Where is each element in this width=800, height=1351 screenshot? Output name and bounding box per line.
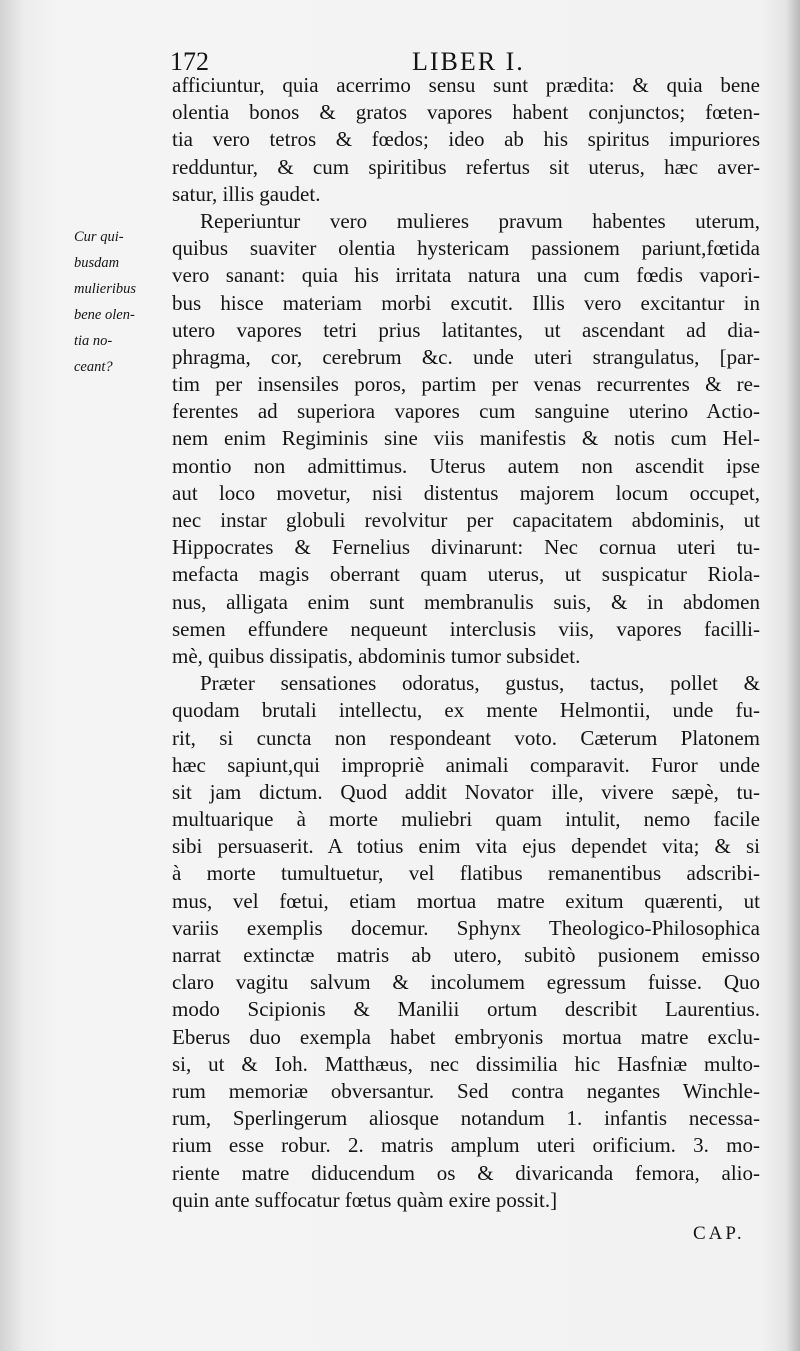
- text-line: nus, alligata enim sunt membranulis suis, & in abdomen: [172, 589, 760, 614]
- text-line: claro vagitu salvum & incolumem egressum fuisse. Quo: [172, 970, 760, 995]
- text-line: modo Scipionis & Manilii ortum describit Laurentius.: [172, 997, 760, 1022]
- text-line: Præter sensationes odoratus, gustus, tactus, pollet &: [200, 671, 760, 696]
- margin-note-line: Cur qui-: [74, 229, 124, 245]
- paragraph: [172, 670, 760, 1214]
- margin-note-line: bene olen-: [74, 307, 135, 323]
- text-line: Reperiuntur vero mulieres pravum habentes uterum,: [200, 208, 760, 233]
- text-line: redduntur, & cum spiritibus refertus sit uterus, hæc aver-: [172, 154, 760, 179]
- text-line: riente matre diducendum os & divaricanda femora, alio-: [172, 1160, 760, 1185]
- page-number: 172: [170, 47, 209, 76]
- margin-note-line: busdam: [74, 255, 120, 271]
- text-line: tim per insensiles poros, partim per venas recurrentes & re-: [172, 372, 760, 397]
- text-line: rum memoriæ obversantur. Sed contra negantes Winchle-: [172, 1078, 760, 1103]
- text-line: nec instar globuli revolvitur per capacitatem abdominis, ut: [172, 508, 760, 532]
- text-line: mè, quibus dissipatis, abdominis tumor subsidet.: [172, 643, 581, 668]
- margin-note-line: tia no-: [74, 333, 113, 349]
- text-line: si, ut & Ioh. Matthæus, nec dissimilia hic Hasfniæ multo-: [172, 1051, 760, 1076]
- text-line: hæc sapiunt,qui impropriè animali comparavit. Furor unde: [172, 752, 760, 777]
- paragraph: [172, 208, 760, 670]
- text-line: nem enim Regiminis sine viis manifestis & notis cum Hel-: [172, 426, 760, 451]
- text-line: rium esse robur. 2. matris amplum uteri orificium. 3. mo-: [172, 1133, 760, 1158]
- text-line: vero sanant: quia his irritata natura una cum fœdis vapori-: [172, 263, 760, 288]
- body-text: [172, 72, 760, 1214]
- paragraph: [172, 72, 760, 208]
- text-line: multuarique à morte muliebri quam intulit, nemo facile: [172, 807, 760, 832]
- text-line: quibus suaviter olentia hystericam passionem pariunt,fœtida: [172, 236, 760, 261]
- text-line: montio non admittimus. Uterus autem non ascendit ipse: [172, 453, 760, 478]
- margin-note-line: ceant?: [74, 359, 113, 375]
- text-line: quodam brutali intellectu, ex mente Helmontii, unde fu-: [172, 698, 760, 723]
- text-line: sit jam dictum. Quod addit Novator ille, vivere sæpè, tu-: [172, 779, 760, 804]
- text-line: Eberus duo exempla habet embryonis mortua matre exclu-: [172, 1024, 760, 1049]
- text-line: variis exemplis docemur. Sphynx Theologico-Philosophica: [172, 915, 760, 940]
- text-line: rum, Sperlingerum aliosque notandum 1. infantis necessa-: [172, 1106, 760, 1131]
- text-line: olentia bonos & gratos vapores habent conjunctos; fœten-: [172, 100, 760, 125]
- text-line: quin ante suffocatur fœtus quàm exire possit.]: [172, 1187, 558, 1212]
- text-line: mus, vel fœtui, etiam mortua matre exitum quærenti, ut: [172, 888, 760, 913]
- text-line: à morte tumultuetur, vel flatibus remanentibus adscribi-: [172, 861, 760, 886]
- text-line: rit, si cuncta non respondeant voto. Cæterum Platonem: [172, 725, 760, 750]
- catchword: CAP.: [693, 1223, 745, 1244]
- text-line: afficiuntur, quia acerrimo sensu sunt prædita: & quia bene: [172, 73, 760, 97]
- text-line: semen effundere nequeunt interclusis viis, vapores facilli-: [172, 616, 760, 641]
- text-line: bus hisce materiam morbi excutit. Illis vero excitantur in: [172, 290, 760, 315]
- text-line: phragma, cor, cerebrum &c. unde uteri strangulatus, [par-: [172, 344, 760, 369]
- text-line: Hippocrates & Fernelius divinarunt: Nec cornua uteri tu-: [172, 535, 760, 560]
- running-title: LIBER I.: [412, 47, 525, 76]
- margin-note-line: mulieribus: [74, 281, 137, 297]
- text-line: tia vero tetros & fœdos; ideo ab his spiritus impuriores: [172, 127, 760, 152]
- text-line: utero vapores tetri prius latitantes, ut ascendant ad dia-: [172, 317, 760, 342]
- margin-note: [74, 224, 169, 380]
- text-line: narrat extinctæ matris ab utero, subitò pusionem emisso: [172, 943, 760, 967]
- text-line: sibi persuaserit. A totius enim vita ejus dependet vita; & si: [172, 834, 760, 859]
- text-line: aut loco movetur, nisi distentus majorem locum occupet,: [172, 480, 760, 505]
- text-line: mefacta magis oberrant quam uterus, ut suspicatur Riola-: [172, 562, 760, 587]
- text-line: satur, illis gaudet.: [172, 181, 321, 206]
- text-line: ferentes ad superiora vapores cum sanguine uterino Actio-: [172, 399, 760, 424]
